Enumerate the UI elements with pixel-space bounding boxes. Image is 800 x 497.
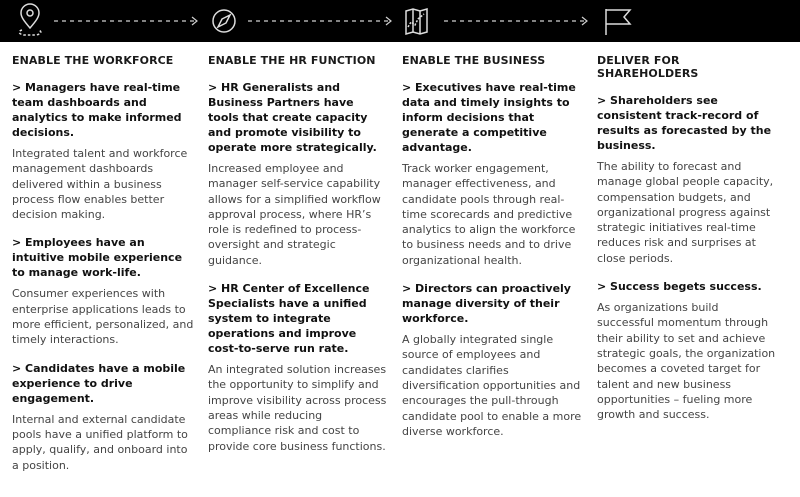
item-body: Consumer experiences with enterprise applications leads to more efficient, personalized, and timely interactions. [12,287,194,347]
item-subhead: > Employees have an intuitive mobile experience to manage work-life. [12,236,183,280]
item-subhead: > HR Center of Excellence Specialists have a unified system to integrate operations and improve cost-to-serve run rate. [208,282,370,356]
top-banner [0,0,800,42]
item-subhead: > Directors can proactively manage diversity of their workforce. [402,282,571,326]
item-body: Internal and external candidate pools have a unified platform to apply, qualify, and onboard into a position. [12,412,188,472]
column-heading: ENABLE THE BUSINESS [402,54,546,67]
item-body: Track worker engagement, manager effectiveness, and candidate pools through real-time scorecards and predictive analytics to align the workforce to business needs and to drive organizational health. [402,162,576,267]
item-body: As organizations build successful momentum through their ability to set and achieve strategic goals, the organization becomes a coveted target for talent and new business opportunities – fueling more growth and success. [597,301,776,422]
column-heading: DELIVER FOR SHAREHOLDERS [597,54,699,80]
item-body: A globally integrated single source of employees and candidates clarifies diversification opportunities and encourages the pull-through candidate pool to enable a more diverse workforce. [402,333,582,438]
column-deliver-shareholders [597,54,777,435]
column-enable-workforce [12,54,194,486]
column-heading: ENABLE THE HR FUNCTION [208,54,376,67]
journey-track [0,0,800,42]
item-body: Integrated talent and workforce management dashboards delivered within a business process flow enables better decision making. [12,147,188,222]
item-subhead: > Shareholders see consistent track-record of results as forecasted by the business. [597,94,772,152]
flag-icon [606,9,630,35]
item-subhead: > Executives have real-time data and timely insights to inform decisions that generate a competitive advantage. [402,81,576,154]
item-subhead: > HR Generalists and Business Partners have tools that create capacity and promote visibility to operate more strategically. [208,81,377,154]
item-body: Increased employee and manager self-service capability allows for a simplified workflow approval process, where HR’s role is redefined to process-oversight and strategic guidance. [208,162,381,267]
item-body: The ability to forecast and manage global people capacity, compensation budgets, and organizational progress against strategic initiatives real-time reduces risk and surprises at close periods. [597,160,774,265]
item-subhead: > Candidates have a mobile experience to drive engagement. [12,361,186,405]
item-subhead: > Success begets success. [597,280,762,294]
compass-icon [213,10,235,32]
item-subhead: > Managers have real-time team dashboards and analytics to make informed decisions. [12,81,182,139]
column-enable-hr-function [208,54,388,467]
item-body: An integrated solution increases the opportunity to simplify and improve visibility across process areas while reducing compliance risk and cost to provide core business functions. [208,363,387,453]
column-enable-business [402,54,582,452]
column-heading: ENABLE THE WORKFORCE [12,54,174,67]
map-pin-icon [19,4,41,35]
map-icon [406,9,427,34]
